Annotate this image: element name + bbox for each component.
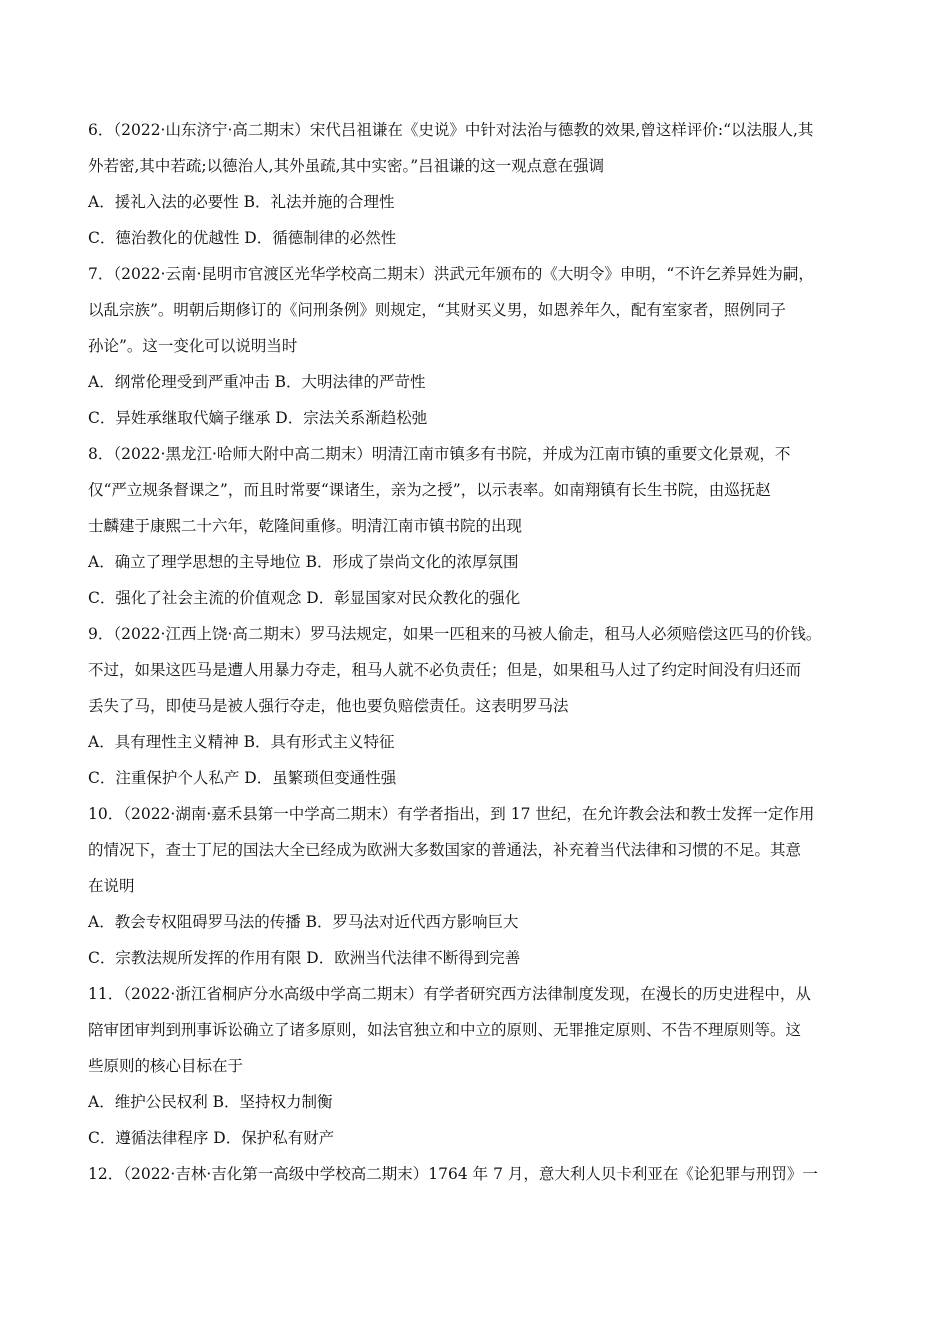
question-block <box>88 976 868 1156</box>
question-stem-line: 10．（2022·湖南·嘉禾县第一中学高二期末）有学者指出，到 17 世纪，在允许教会法和教士发挥一定作用 <box>88 805 815 823</box>
question-block <box>88 616 868 796</box>
answer-options-line: A．维护公民权利 B．坚持权力制衡 <box>88 1093 333 1111</box>
question-stem-line: 的情况下，查士丁尼的国法大全已经成为欧洲大多数国家的普通法，补充着当代法律和习惯的不足。其意 <box>88 841 802 859</box>
answer-options-line: A．纲常伦理受到严重冲击 B．大明法律的严苛性 <box>88 373 426 391</box>
answer-options-line: A．确立了理学思想的主导地位 B．形成了崇尚文化的浓厚氛围 <box>88 553 519 571</box>
question-stem-line: 仅“严立规条督课之”，而且时常要“课诸生，亲为之授”，以示表率。如南翔镇有长生书院，由巡抚赵 <box>88 481 771 499</box>
question-block <box>88 112 868 256</box>
question-stem-line: 士麟建于康熙二十六年，乾隆间重修。明清江南市镇书院的出现 <box>88 517 523 535</box>
question-block <box>88 256 868 436</box>
question-stem-line: 11．（2022·浙江省桐庐分水高级中学高二期末）有学者研究西方法律制度发现，在漫长的历史进程中，从 <box>88 985 811 1003</box>
answer-options-line: C．异姓承继取代嫡子继承 D．宗法关系渐趋松弛 <box>88 409 428 427</box>
answer-options-line: C．注重保护个人私产 D．虽繁琐但变通性强 <box>88 769 397 787</box>
question-stem-line: 12．（2022·吉林·吉化第一高级中学校高二期末）1764 年 7 月，意大利人贝卡利亚在《论犯罪与刑罚》一 <box>88 1165 818 1183</box>
answer-options-line: C．遵循法律程序 D．保护私有财产 <box>88 1129 335 1147</box>
question-stem-line: 6．（2022·山东济宁·高二期末）宋代吕祖谦在《史说》中针对法治与德教的效果,曾这样评价:“以法服人,其 <box>88 121 814 139</box>
question-stem-line: 9．（2022·江西上饶·高二期末）罗马法规定，如果一匹租来的马被人偷走，租马人必须赔偿这匹马的价钱。 <box>88 625 822 643</box>
question-stem-line: 8．（2022·黑龙江·哈师大附中高二期末）明清江南市镇多有书院，并成为江南市镇的重要文化景观，不 <box>88 445 791 463</box>
question-stem-line: 以乱宗族”。明朝后期修订的《问刑条例》则规定，“其财买义男，如恩养年久，配有室家者，照例同子 <box>88 301 786 319</box>
question-stem-line: 陪审团审判到刑事诉讼确立了诸多原则，如法官独立和中立的原则、无罪推定原则、不告不理原则等。这 <box>88 1021 802 1039</box>
question-stem-line: 些原则的核心目标在于 <box>88 1057 244 1075</box>
question-stem-line: 7．（2022·云南·昆明市官渡区光华学校高二期末）洪武元年颁布的《大明令》申明，“不许乞养异姓为嗣， <box>88 265 814 283</box>
question-stem-line: 丢失了马，即使马是被人强行夺走，他也要负赔偿责任。这表明罗马法 <box>88 697 569 715</box>
answer-options-line: A．教会专权阻碍罗马法的传播 B．罗马法对近代西方影响巨大 <box>88 913 519 931</box>
answer-options-line: C．宗教法规所发挥的作用有限 D．欧洲当代法律不断得到完善 <box>88 949 521 967</box>
answer-options-line: A．援礼入法的必要性 B．礼法并施的合理性 <box>88 193 395 211</box>
question-block <box>88 796 868 976</box>
question-stem-line: 外若密,其中若疏;以德治人,其外虽疏,其中实密。”吕祖谦的这一观点意在强调 <box>88 157 605 175</box>
answer-options-line: A．具有理性主义精神 B．具有形式主义特征 <box>88 733 395 751</box>
question-block <box>88 1156 868 1192</box>
question-stem-line: 孙论”。这一变化可以说明当时 <box>88 337 298 355</box>
question-stem-line: 在说明 <box>88 877 135 895</box>
question-stem-line: 不过，如果这匹马是遭人用暴力夺走，租马人就不必负责任；但是，如果租马人过了约定时间没有归还而 <box>88 661 802 679</box>
answer-options-line: C．强化了社会主流的价值观念 D．彰显国家对民众教化的强化 <box>88 589 521 607</box>
answer-options-line: C．德治教化的优越性 D．循德制律的必然性 <box>88 229 397 247</box>
question-list <box>88 112 868 1192</box>
question-block <box>88 436 868 616</box>
